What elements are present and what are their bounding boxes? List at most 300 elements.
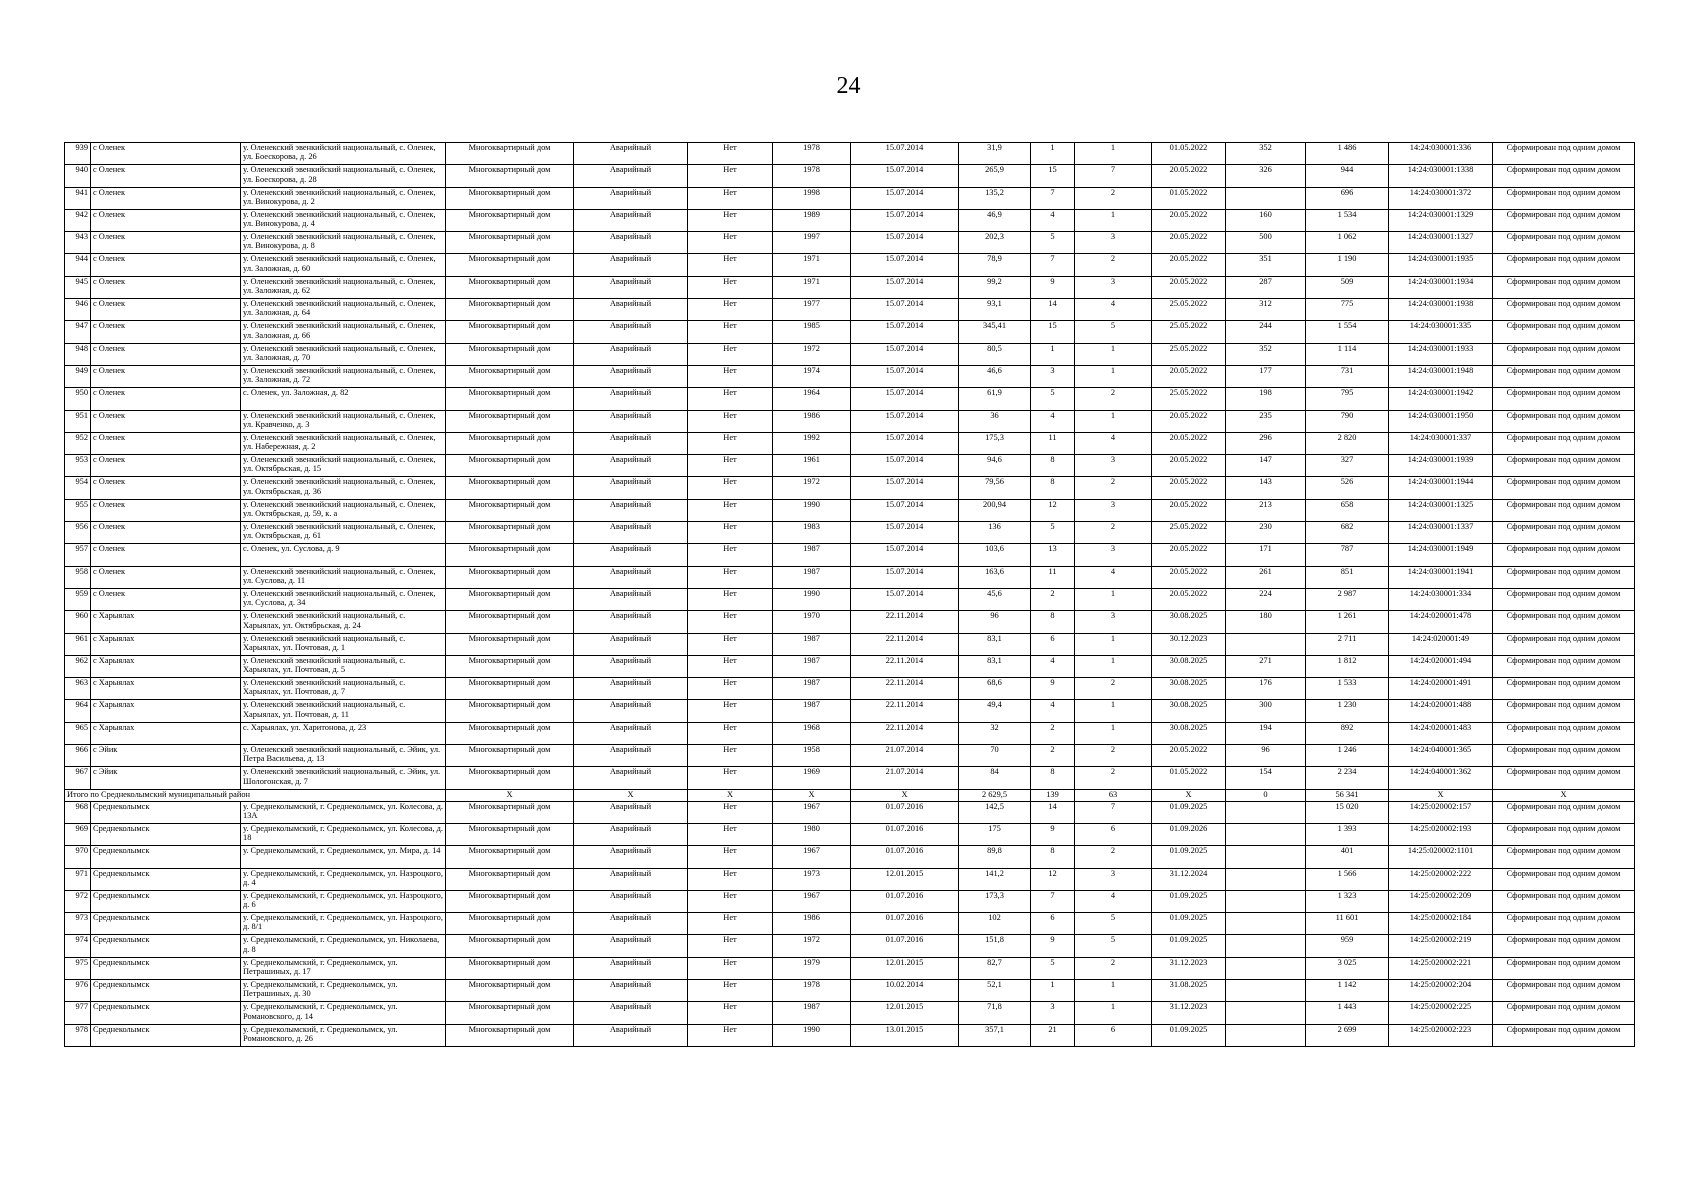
flag-cell: Нет — [688, 846, 773, 868]
planned-date-cell: 31.12.2023 — [1152, 957, 1226, 979]
residents-cell: 4 — [1031, 410, 1075, 432]
table-row — [65, 321, 1635, 343]
total-note-cell: X — [1493, 789, 1635, 801]
recognition-date-cell: 01.07.2016 — [851, 913, 959, 935]
note-cell: Сформирован под одним домом — [1493, 611, 1635, 633]
apartments-cell: 7 — [1075, 801, 1152, 823]
address-cell: у. Оленекский эвенкийский национальный, с. Оленек, ул. Октябрьская, д. 36 — [241, 477, 446, 499]
value-two-cell: 3 025 — [1306, 957, 1389, 979]
build-year-cell: 1983 — [773, 522, 851, 544]
row-number: 960 — [65, 611, 91, 633]
build-year-cell: 1990 — [773, 1024, 851, 1046]
table-row — [65, 544, 1635, 566]
cadastral-number-cell: 14:24:030001:335 — [1389, 321, 1493, 343]
value-two-cell: 696 — [1306, 187, 1389, 209]
recognition-date-cell: 22.11.2014 — [851, 722, 959, 744]
condition-cell: Аварийный — [574, 254, 688, 276]
apartments-cell: 2 — [1075, 388, 1152, 410]
cadastral-number-cell: 14:25:020002:157 — [1389, 801, 1493, 823]
flag-cell: Нет — [688, 979, 773, 1001]
area-cell: 89,8 — [959, 846, 1031, 868]
apartments-cell: 1 — [1075, 979, 1152, 1001]
planned-date-cell: 25.05.2022 — [1152, 343, 1226, 365]
row-number: 955 — [65, 499, 91, 521]
recognition-date-cell: 01.07.2016 — [851, 823, 959, 845]
apartments-cell: 5 — [1075, 321, 1152, 343]
planned-date-cell: 30.08.2025 — [1152, 655, 1226, 677]
residents-cell: 5 — [1031, 522, 1075, 544]
area-cell: 80,5 — [959, 343, 1031, 365]
building-type-cell: Многоквартирный дом — [446, 187, 574, 209]
value-two-cell: 1 393 — [1306, 823, 1389, 845]
note-cell: Сформирован под одним домом — [1493, 745, 1635, 767]
total-a-cell: 139 — [1031, 789, 1075, 801]
building-type-cell: Многоквартирный дом — [446, 365, 574, 387]
build-year-cell: 1985 — [773, 321, 851, 343]
value-two-cell: 959 — [1306, 935, 1389, 957]
apartments-cell: 1 — [1075, 143, 1152, 165]
condition-cell: Аварийный — [574, 432, 688, 454]
address-cell: у. Среднеколымский, г. Среднеколымск, ул. Петрашиных, д. 30 — [241, 979, 446, 1001]
recognition-date-cell: 21.07.2014 — [851, 745, 959, 767]
apartments-cell: 1 — [1075, 365, 1152, 387]
build-year-cell: 1970 — [773, 611, 851, 633]
address-cell: у. Оленекский эвенкийский национальный, с. Оленек, ул. Заложная, д. 66 — [241, 321, 446, 343]
value-one-cell — [1226, 1002, 1306, 1024]
residents-cell: 8 — [1031, 477, 1075, 499]
value-one-cell: 300 — [1226, 700, 1306, 722]
row-number: 970 — [65, 846, 91, 868]
planned-date-cell: 20.05.2022 — [1152, 410, 1226, 432]
cadastral-number-cell: 14:24:030001:1944 — [1389, 477, 1493, 499]
table-row — [65, 913, 1635, 935]
note-cell: Сформирован под одним домом — [1493, 276, 1635, 298]
value-two-cell: 1 062 — [1306, 232, 1389, 254]
residents-cell: 7 — [1031, 187, 1075, 209]
settlement-cell: с Эйик — [91, 767, 241, 789]
residents-cell: 1 — [1031, 979, 1075, 1001]
building-type-cell: Многоквартирный дом — [446, 321, 574, 343]
building-type-cell: Многоквартирный дом — [446, 957, 574, 979]
planned-date-cell: 20.05.2022 — [1152, 566, 1226, 588]
building-type-cell: Многоквартирный дом — [446, 522, 574, 544]
flag-cell: Нет — [688, 913, 773, 935]
table-row — [65, 633, 1635, 655]
cadastral-number-cell: 14:24:030001:1941 — [1389, 566, 1493, 588]
apartments-cell: 5 — [1075, 935, 1152, 957]
settlement-cell: Среднеколымск — [91, 801, 241, 823]
build-year-cell: 1987 — [773, 655, 851, 677]
cadastral-number-cell: 14:24:030001:1338 — [1389, 165, 1493, 187]
apartments-cell: 2 — [1075, 678, 1152, 700]
apartments-cell: 6 — [1075, 1024, 1152, 1046]
area-cell: 52,1 — [959, 979, 1031, 1001]
row-number: 948 — [65, 343, 91, 365]
residents-cell: 11 — [1031, 566, 1075, 588]
condition-cell: Аварийный — [574, 566, 688, 588]
address-cell: у. Оленекский эвенкийский национальный, с. Харыялах, ул. Почтовая, д. 1 — [241, 633, 446, 655]
building-type-cell: Многоквартирный дом — [446, 388, 574, 410]
value-one-cell — [1226, 913, 1306, 935]
settlement-cell: с Оленек — [91, 388, 241, 410]
build-year-cell: 1967 — [773, 890, 851, 912]
settlement-cell: с Оленек — [91, 499, 241, 521]
value-two-cell: 15 020 — [1306, 801, 1389, 823]
area-cell: 99,2 — [959, 276, 1031, 298]
residents-cell: 4 — [1031, 209, 1075, 231]
build-year-cell: 1968 — [773, 722, 851, 744]
table-row — [65, 588, 1635, 610]
value-one-cell: 160 — [1226, 209, 1306, 231]
condition-cell: Аварийный — [574, 187, 688, 209]
row-number: 966 — [65, 745, 91, 767]
area-cell: 70 — [959, 745, 1031, 767]
building-type-cell: Многоквартирный дом — [446, 700, 574, 722]
residents-cell: 4 — [1031, 655, 1075, 677]
address-cell: у. Среднеколымский, г. Среднеколымск, ул. Назроцкого, д. 6 — [241, 890, 446, 912]
table-row — [65, 432, 1635, 454]
cadastral-number-cell: 14:25:020002:222 — [1389, 868, 1493, 890]
cadastral-number-cell: 14:24:030001:1337 — [1389, 522, 1493, 544]
build-year-cell: 1974 — [773, 365, 851, 387]
apartments-cell: 1 — [1075, 700, 1152, 722]
settlement-cell: Среднеколымск — [91, 1002, 241, 1024]
planned-date-cell: 30.12.2023 — [1152, 633, 1226, 655]
settlement-cell: с Оленек — [91, 455, 241, 477]
address-cell: у. Среднеколымский, г. Среднеколымск, ул. Назроцкого, д. 4 — [241, 868, 446, 890]
area-cell: 175,3 — [959, 432, 1031, 454]
residents-cell: 15 — [1031, 165, 1075, 187]
recognition-date-cell: 15.07.2014 — [851, 522, 959, 544]
building-type-cell: Многоквартирный дом — [446, 913, 574, 935]
area-cell: 61,9 — [959, 388, 1031, 410]
row-number: 958 — [65, 566, 91, 588]
note-cell: Сформирован под одним домом — [1493, 868, 1635, 890]
cadastral-number-cell: 14:24:030001:1935 — [1389, 254, 1493, 276]
condition-cell: Аварийный — [574, 935, 688, 957]
value-one-cell — [1226, 868, 1306, 890]
note-cell: Сформирован под одним домом — [1493, 655, 1635, 677]
settlement-cell: с Оленек — [91, 432, 241, 454]
value-two-cell: 2 711 — [1306, 633, 1389, 655]
building-type-cell: Многоквартирный дом — [446, 455, 574, 477]
value-two-cell: 1 261 — [1306, 611, 1389, 633]
build-year-cell: 1997 — [773, 232, 851, 254]
table-row — [65, 1002, 1635, 1024]
address-cell: у. Среднеколымский, г. Среднеколымск, ул. Петрашиных, д. 17 — [241, 957, 446, 979]
table-row — [65, 232, 1635, 254]
value-two-cell: 11 601 — [1306, 913, 1389, 935]
flag-cell: Нет — [688, 745, 773, 767]
condition-cell: Аварийный — [574, 722, 688, 744]
value-one-cell: 312 — [1226, 299, 1306, 321]
apartments-cell: 2 — [1075, 745, 1152, 767]
cadastral-number-cell: 14:24:030001:334 — [1389, 588, 1493, 610]
building-type-cell: Многоквартирный дом — [446, 477, 574, 499]
settlement-cell: с Оленек — [91, 410, 241, 432]
value-one-cell: 287 — [1226, 276, 1306, 298]
flag-cell: Нет — [688, 700, 773, 722]
address-cell: у. Оленекский эвенкийский национальный, с. Оленек, ул. Заложная, д. 60 — [241, 254, 446, 276]
address-cell: у. Оленекский эвенкийский национальный, с. Оленек, ул. Заложная, д. 72 — [241, 365, 446, 387]
residents-cell: 1 — [1031, 343, 1075, 365]
cadastral-number-cell: 14:24:020001:483 — [1389, 722, 1493, 744]
building-type-cell: Многоквартирный дом — [446, 722, 574, 744]
flag-cell: Нет — [688, 823, 773, 845]
address-cell: у. Оленекский эвенкийский национальный, с. Оленек, ул. Винокурова, д. 8 — [241, 232, 446, 254]
note-cell: Сформирован под одним домом — [1493, 890, 1635, 912]
condition-cell: Аварийный — [574, 143, 688, 165]
recognition-date-cell: 15.07.2014 — [851, 499, 959, 521]
value-one-cell: 171 — [1226, 544, 1306, 566]
cadastral-number-cell: 14:25:020002:225 — [1389, 1002, 1493, 1024]
value-two-cell: 2 234 — [1306, 767, 1389, 789]
settlement-cell: Среднеколымск — [91, 868, 241, 890]
value-two-cell: 658 — [1306, 499, 1389, 521]
recognition-date-cell: 15.07.2014 — [851, 566, 959, 588]
cadastral-number-cell: 14:24:020001:491 — [1389, 678, 1493, 700]
build-year-cell: 1973 — [773, 868, 851, 890]
recognition-date-cell: 22.11.2014 — [851, 678, 959, 700]
build-year-cell: 1987 — [773, 566, 851, 588]
value-one-cell: 143 — [1226, 477, 1306, 499]
row-number: 952 — [65, 432, 91, 454]
residents-cell: 3 — [1031, 1002, 1075, 1024]
cadastral-number-cell: 14:24:030001:336 — [1389, 143, 1493, 165]
note-cell: Сформирован под одним домом — [1493, 209, 1635, 231]
condition-cell: Аварийный — [574, 957, 688, 979]
total-state-cell: X — [574, 789, 688, 801]
recognition-date-cell: 15.07.2014 — [851, 165, 959, 187]
condition-cell: Аварийный — [574, 913, 688, 935]
value-two-cell: 526 — [1306, 477, 1389, 499]
settlement-cell: с Оленек — [91, 477, 241, 499]
row-number: 963 — [65, 678, 91, 700]
area-cell: 93,1 — [959, 299, 1031, 321]
cadastral-number-cell: 14:24:030001:1948 — [1389, 365, 1493, 387]
address-cell: с. Оленек, ул. Суслова, д. 9 — [241, 544, 446, 566]
note-cell: Сформирован под одним домом — [1493, 1002, 1635, 1024]
address-cell: у. Оленекский эвенкийский национальный, с. Харыялах, ул. Почтовая, д. 7 — [241, 678, 446, 700]
cadastral-number-cell: 14:25:020002:193 — [1389, 823, 1493, 845]
note-cell: Сформирован под одним домом — [1493, 232, 1635, 254]
row-number: 959 — [65, 588, 91, 610]
build-year-cell: 1979 — [773, 957, 851, 979]
table-row — [65, 566, 1635, 588]
recognition-date-cell: 15.07.2014 — [851, 410, 959, 432]
condition-cell: Аварийный — [574, 1024, 688, 1046]
build-year-cell: 1977 — [773, 299, 851, 321]
table-row — [65, 979, 1635, 1001]
flag-cell: Нет — [688, 611, 773, 633]
area-cell: 32 — [959, 722, 1031, 744]
apartments-cell: 3 — [1075, 499, 1152, 521]
flag-cell: Нет — [688, 868, 773, 890]
area-cell: 357,1 — [959, 1024, 1031, 1046]
condition-cell: Аварийный — [574, 343, 688, 365]
settlement-cell: Среднеколымск — [91, 1024, 241, 1046]
building-type-cell: Многоквартирный дом — [446, 209, 574, 231]
building-type-cell: Многоквартирный дом — [446, 633, 574, 655]
build-year-cell: 1978 — [773, 165, 851, 187]
planned-date-cell: 25.05.2022 — [1152, 388, 1226, 410]
building-type-cell: Многоквартирный дом — [446, 801, 574, 823]
build-year-cell: 1987 — [773, 700, 851, 722]
address-cell: у. Оленекский эвенкийский национальный, с. Эйик, ул. Шологонская, д. 7 — [241, 767, 446, 789]
table-row — [65, 143, 1635, 165]
row-number: 965 — [65, 722, 91, 744]
table-row — [65, 187, 1635, 209]
settlement-cell: с Оленек — [91, 209, 241, 231]
row-number: 957 — [65, 544, 91, 566]
planned-date-cell: 01.09.2025 — [1152, 935, 1226, 957]
recognition-date-cell: 15.07.2014 — [851, 365, 959, 387]
recognition-date-cell: 15.07.2014 — [851, 254, 959, 276]
residents-cell: 12 — [1031, 499, 1075, 521]
value-two-cell: 327 — [1306, 455, 1389, 477]
building-type-cell: Многоквартирный дом — [446, 935, 574, 957]
residents-cell: 7 — [1031, 890, 1075, 912]
building-type-cell: Многоквартирный дом — [446, 165, 574, 187]
note-cell: Сформирован под одним домом — [1493, 700, 1635, 722]
settlement-cell: с Харыялах — [91, 700, 241, 722]
area-cell: 175 — [959, 823, 1031, 845]
cadastral-number-cell: 14:24:030001:1949 — [1389, 544, 1493, 566]
value-one-cell: 351 — [1226, 254, 1306, 276]
condition-cell: Аварийный — [574, 499, 688, 521]
table-row — [65, 957, 1635, 979]
residents-cell: 12 — [1031, 868, 1075, 890]
area-cell: 68,6 — [959, 678, 1031, 700]
planned-date-cell: 31.12.2023 — [1152, 1002, 1226, 1024]
build-year-cell: 1990 — [773, 588, 851, 610]
total-date-cell: X — [851, 789, 959, 801]
build-year-cell: 1992 — [773, 432, 851, 454]
building-type-cell: Многоквартирный дом — [446, 276, 574, 298]
residents-cell: 9 — [1031, 276, 1075, 298]
note-cell: Сформирован под одним домом — [1493, 588, 1635, 610]
planned-date-cell: 01.09.2025 — [1152, 890, 1226, 912]
flag-cell: Нет — [688, 722, 773, 744]
table-row — [65, 868, 1635, 890]
build-year-cell: 1980 — [773, 823, 851, 845]
row-number: 975 — [65, 957, 91, 979]
note-cell: Сформирован под одним домом — [1493, 254, 1635, 276]
row-number: 964 — [65, 700, 91, 722]
planned-date-cell: 01.09.2026 — [1152, 823, 1226, 845]
flag-cell: Нет — [688, 1002, 773, 1024]
flag-cell: Нет — [688, 321, 773, 343]
residents-cell: 14 — [1031, 801, 1075, 823]
value-one-cell — [1226, 187, 1306, 209]
area-cell: 83,1 — [959, 655, 1031, 677]
apartments-cell: 4 — [1075, 432, 1152, 454]
value-one-cell — [1226, 633, 1306, 655]
build-year-cell: 1987 — [773, 544, 851, 566]
value-one-cell: 176 — [1226, 678, 1306, 700]
area-cell: 79,56 — [959, 477, 1031, 499]
planned-date-cell: 25.05.2022 — [1152, 299, 1226, 321]
row-number: 967 — [65, 767, 91, 789]
building-type-cell: Многоквартирный дом — [446, 890, 574, 912]
building-type-cell: Многоквартирный дом — [446, 544, 574, 566]
building-type-cell: Многоквартирный дом — [446, 1002, 574, 1024]
address-cell: у. Оленекский эвенкийский национальный, с. Харыялах, ул. Почтовая, д. 5 — [241, 655, 446, 677]
settlement-cell: с Оленек — [91, 143, 241, 165]
area-cell: 103,6 — [959, 544, 1031, 566]
flag-cell: Нет — [688, 588, 773, 610]
area-cell: 78,9 — [959, 254, 1031, 276]
note-cell: Сформирован под одним домом — [1493, 388, 1635, 410]
value-one-cell — [1226, 890, 1306, 912]
flag-cell: Нет — [688, 455, 773, 477]
total-p1-cell: 0 — [1226, 789, 1306, 801]
apartments-cell: 2 — [1075, 477, 1152, 499]
residents-cell: 6 — [1031, 913, 1075, 935]
address-cell: у. Оленекский эвенкийский национальный, с. Оленек, ул. Октябрьская, д. 59, к. а — [241, 499, 446, 521]
flag-cell: Нет — [688, 678, 773, 700]
row-number: 944 — [65, 254, 91, 276]
value-two-cell: 944 — [1306, 165, 1389, 187]
table-row — [65, 846, 1635, 868]
note-cell: Сформирован под одним домом — [1493, 823, 1635, 845]
settlement-cell: с Оленек — [91, 165, 241, 187]
recognition-date-cell: 13.01.2015 — [851, 1024, 959, 1046]
planned-date-cell: 20.05.2022 — [1152, 455, 1226, 477]
residents-cell: 9 — [1031, 935, 1075, 957]
address-cell: у. Оленекский эвенкийский национальный, с. Оленек, ул. Кравченко, д. 3 — [241, 410, 446, 432]
condition-cell: Аварийный — [574, 678, 688, 700]
build-year-cell: 1971 — [773, 254, 851, 276]
row-number: 978 — [65, 1024, 91, 1046]
residents-cell: 8 — [1031, 846, 1075, 868]
row-number: 943 — [65, 232, 91, 254]
value-one-cell — [1226, 979, 1306, 1001]
flag-cell: Нет — [688, 633, 773, 655]
build-year-cell: 1971 — [773, 276, 851, 298]
condition-cell: Аварийный — [574, 455, 688, 477]
note-cell: Сформирован под одним домом — [1493, 979, 1635, 1001]
note-cell: Сформирован под одним домом — [1493, 633, 1635, 655]
value-two-cell: 1 534 — [1306, 209, 1389, 231]
residents-cell: 13 — [1031, 544, 1075, 566]
condition-cell: Аварийный — [574, 410, 688, 432]
residents-cell: 7 — [1031, 254, 1075, 276]
settlement-cell: Среднеколымск — [91, 957, 241, 979]
settlement-cell: Среднеколымск — [91, 890, 241, 912]
recognition-date-cell: 15.07.2014 — [851, 588, 959, 610]
value-two-cell: 1 486 — [1306, 143, 1389, 165]
residents-cell: 3 — [1031, 365, 1075, 387]
table-row — [65, 611, 1635, 633]
table-row — [65, 823, 1635, 845]
area-cell: 141,2 — [959, 868, 1031, 890]
area-cell: 136 — [959, 522, 1031, 544]
value-two-cell: 1 443 — [1306, 1002, 1389, 1024]
table-row — [65, 655, 1635, 677]
condition-cell: Аварийный — [574, 655, 688, 677]
value-two-cell: 1 566 — [1306, 868, 1389, 890]
area-cell: 46,6 — [959, 365, 1031, 387]
planned-date-cell: 01.09.2025 — [1152, 913, 1226, 935]
build-year-cell: 1990 — [773, 499, 851, 521]
condition-cell: Аварийный — [574, 321, 688, 343]
cadastral-number-cell: 14:24:020001:494 — [1389, 655, 1493, 677]
cadastral-number-cell: 14:25:020002:184 — [1389, 913, 1493, 935]
planned-date-cell: 31.08.2025 — [1152, 979, 1226, 1001]
planned-date-cell: 20.05.2022 — [1152, 165, 1226, 187]
note-cell: Сформирован под одним домом — [1493, 343, 1635, 365]
